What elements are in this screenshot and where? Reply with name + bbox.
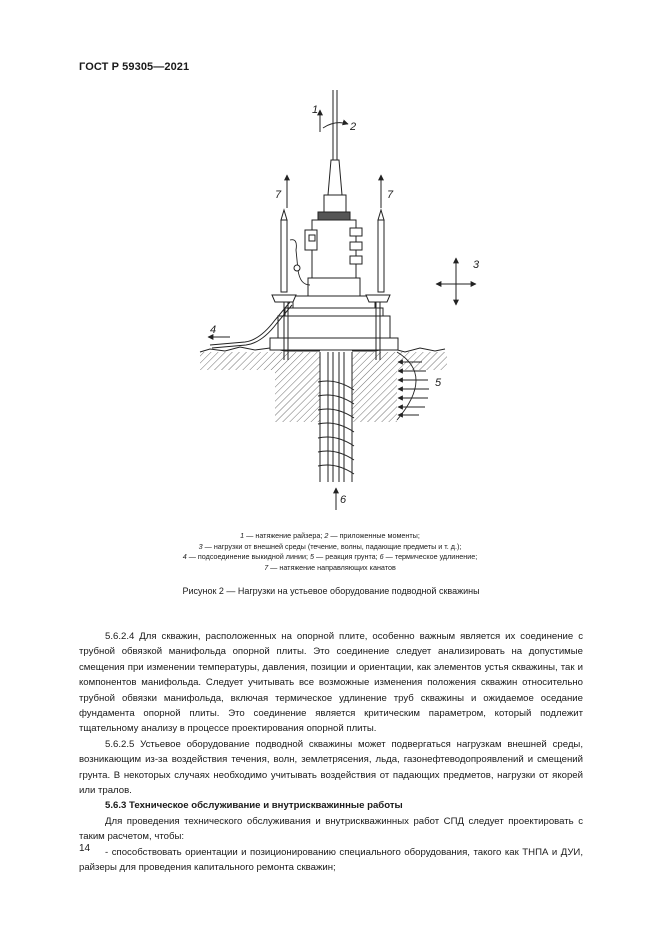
figure-legend (120, 531, 540, 573)
paragraph-maintenance-intro: Для проведения технического обслуживания и внутрискважинных работ СПД следует проектировать с таким расчетом, чтобы: (79, 815, 583, 843)
well-casing (318, 352, 354, 482)
legend-line-3: 4 — подсоединение выкидной линии; 5 — реакция грунта; 6 — термическое удлинение; (182, 552, 478, 561)
callout-7-left: 7 (275, 189, 282, 201)
moment-arrow (323, 123, 348, 128)
legend-line-2: 3 — нагрузки от внешней среды (течение, волны, падающие предметы и т. д.); (198, 541, 462, 551)
callout-3: 3 (473, 259, 480, 271)
callout-6: 6 (340, 494, 347, 506)
legend-line-1: 1 — натяжение райзера; 2 — приложенные моменты; (240, 531, 420, 540)
wellhead-loads-diagram (190, 90, 480, 525)
document-id-header: ГОСТ Р 59305—2021 (79, 61, 190, 73)
page-number: 14 (79, 843, 91, 854)
figure-caption: Рисунок 2 — Нагрузки на устьевое оборудование подводной скважины (182, 586, 480, 596)
legend-line-4: 7 — натяжение направляющих канатов (264, 562, 396, 572)
seabed (200, 347, 447, 422)
callout-4: 4 (210, 324, 217, 336)
body-text (79, 629, 583, 876)
callout-5: 5 (435, 377, 442, 389)
callout-2: 2 (350, 121, 357, 133)
callout-1: 1 (312, 104, 319, 116)
callout-7-right: 7 (387, 189, 394, 201)
paragraph-5-6-2-4: 5.6.2.4 Для скважин, расположенных на опорной плите, особенно важным является их соединение с трубной обвязкой манифольда опорной плиты. Это соединение следует анализировать на допустимые смещения при изменении температуры, давления, позиции и ориентации, как элементов устья скважины, так и компонентов манифольда. Следует учитывать все возможные изменения положения скважин относительно трубной обвязки манифольда, включая термическое удлинение труб скважины и ожидаемое оседание фундамента опорной плиты. Это соединение является критическим параметром, который подлежит тщательному анализу в процессе проектирования опорной плиты. (79, 631, 583, 735)
paragraph-5-6-2-5: 5.6.2.5 Устьевое оборудование подводной скважины может подвергаться нагрузкам внешней среды, возникающим из-за воздействия течения, волн, землетрясения, льда, газонефтеводопроявлений и смещений грунта. В некоторых случаях необходимо учитывать воздействия от падающих предметов, нагрузки от якорей или тралов. (79, 738, 583, 797)
section-heading-5-6-3: 5.6.3 Техническое обслуживание и внутрискважинные работы (105, 800, 403, 812)
riser (324, 90, 346, 213)
list-item-orientation: - способствовать ориентации и позиционированию специального оборудования, такого как ТНПА и ДУИ, райзеры для проведения капитального ремонта скважин; (79, 846, 583, 874)
